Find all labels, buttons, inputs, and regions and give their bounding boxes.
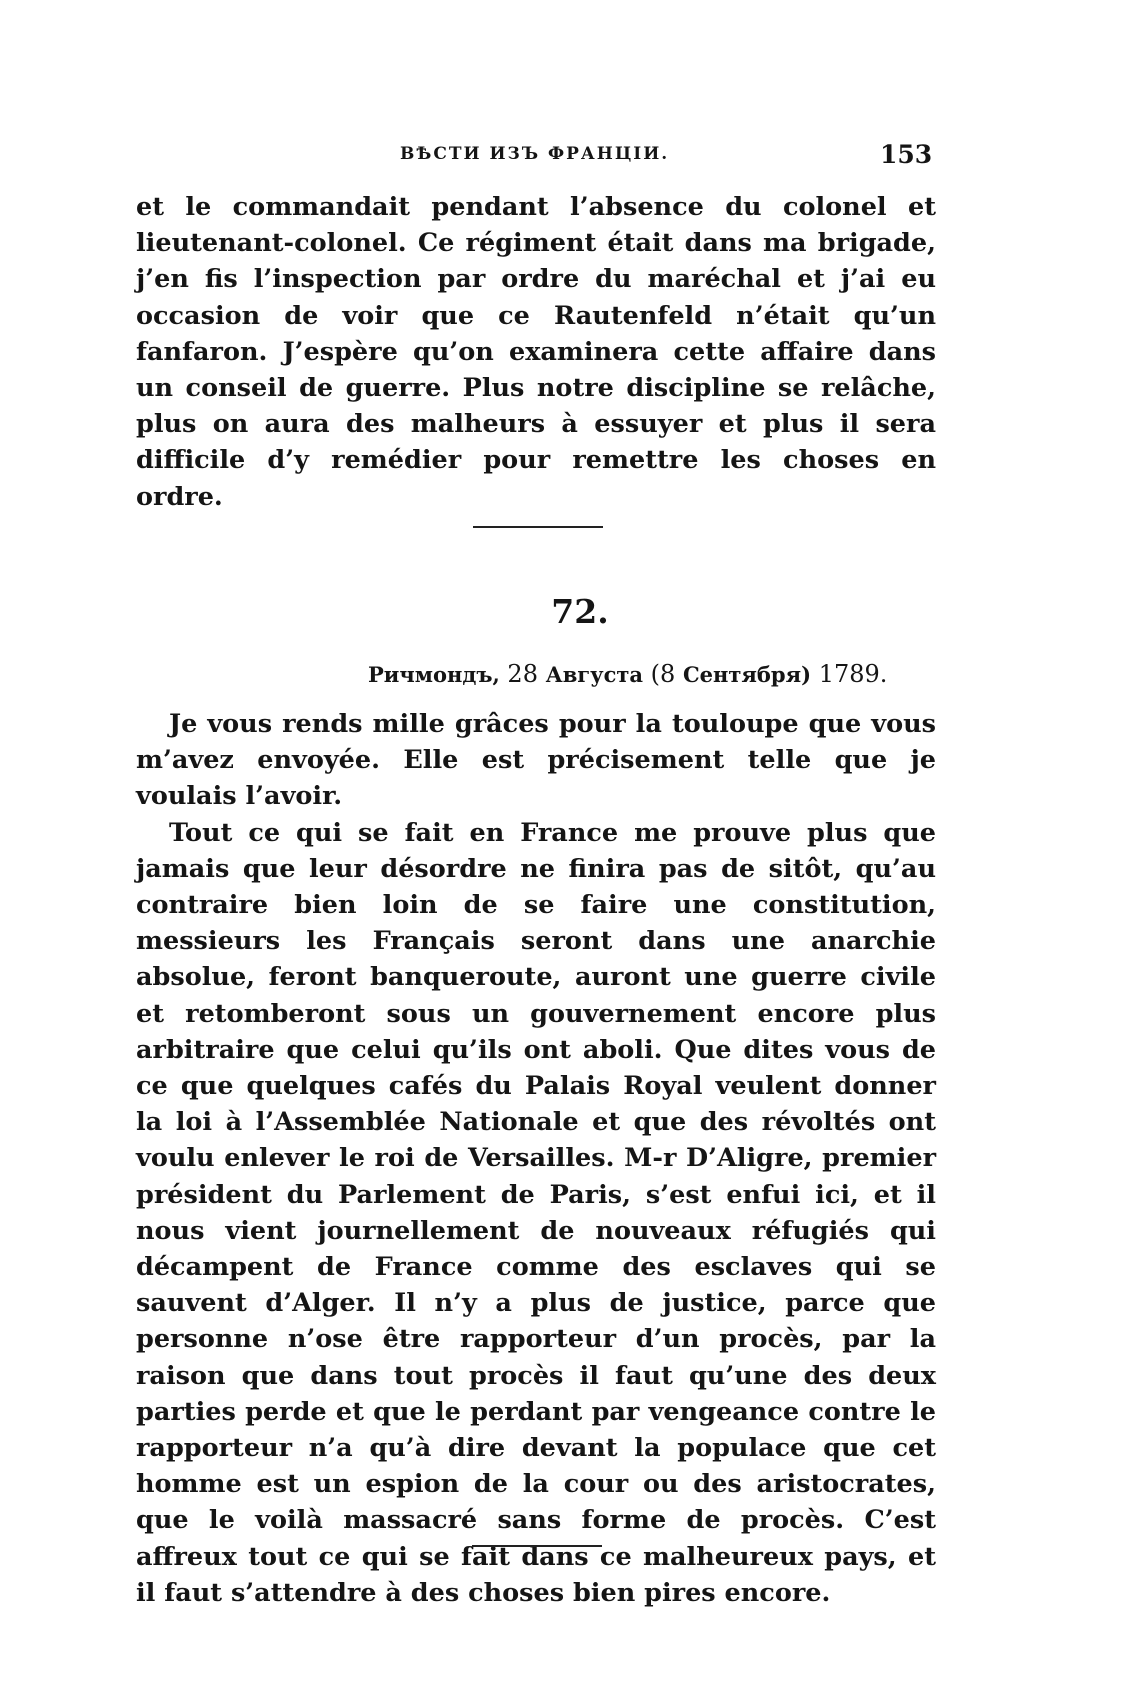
paragraph: et le commandait pendant l’absence du colonel et lieutenant-colonel. Ce régiment était dans ma brigade, j’en fis l’inspection par ordre du maréchal et j’ai eu occasion de voir que ce Rautenfeld n’était qu’un fanfaron. J’espère qu’on examinera cette affaire dans un conseil de guerre. Plus notre discipline se relâche, plus on aura des malheurs à essuyer et plus il sera difficile d’y remédier pour remettre les choses en ordre. [136, 192, 936, 512]
dateline-place: Ричмондъ, [368, 662, 500, 687]
dateline-year: 1789. [818, 660, 888, 688]
running-head [0, 140, 1140, 174]
page-number: 153 [880, 140, 933, 169]
dateline-day: 28 [507, 660, 538, 688]
dateline-month: Августа [545, 662, 644, 687]
dateline-new-style-month: Сентября) [682, 662, 812, 687]
running-title: ВѢСТИ ИЗЪ ФРАНЦІИ. [400, 144, 670, 164]
paragraph: Tout ce qui se fait en France me prouve plus que jamais que leur désordre ne finira pas de sitôt, qu’au contraire bien loin de se faire une constitution, messieurs les Français seront dans une anarchie absolue, feront banqueroute, auront une guerre civile et retomberont sous un gouvernement encore plus arbitraire que celui qu’ils ont aboli. Que dites vous de ce que quelques cafés du Palais Royal veulent donner la loi à l’Assemblée Nationale et que des révoltés ont voulu enlever le roi de Versailles. M-r D’Aligre, premier président du Parlement de Paris, s’est enfui ici, et il nous vient journellement de nouveaux réfugiés qui décampent de France comme des esclaves qui se sauvent d’Alger. Il n’y a plus de justice, parce que personne n’ose être rapporteur d’un procès, par la raison que dans tout procès il faut qu’une des deux parties perde et que le perdant par vengeance contre le rapporteur n’a qu’à dire devant la populace que cet homme est un espion de la cour ou des aristocrates, que le voilà massacré sans forme de procès. C’est affreux tout ce qui se fait dans ce malheureux pays, et il faut s’attendre à des choses bien pires encore. [136, 817, 936, 1608]
letter-dateline [368, 660, 887, 688]
previous-letter-text [136, 189, 936, 515]
section-divider [472, 1545, 602, 1547]
dateline-new-style-day: (8 [650, 660, 676, 688]
paragraph: Je vous rends mille grâces pour la touloupe que vous m’avez envoyée. Elle est précisement telle que je voulais l’avoir. [136, 709, 936, 812]
letter-body [136, 706, 936, 1611]
letter-number: 72. [551, 592, 609, 631]
section-divider [473, 526, 603, 528]
